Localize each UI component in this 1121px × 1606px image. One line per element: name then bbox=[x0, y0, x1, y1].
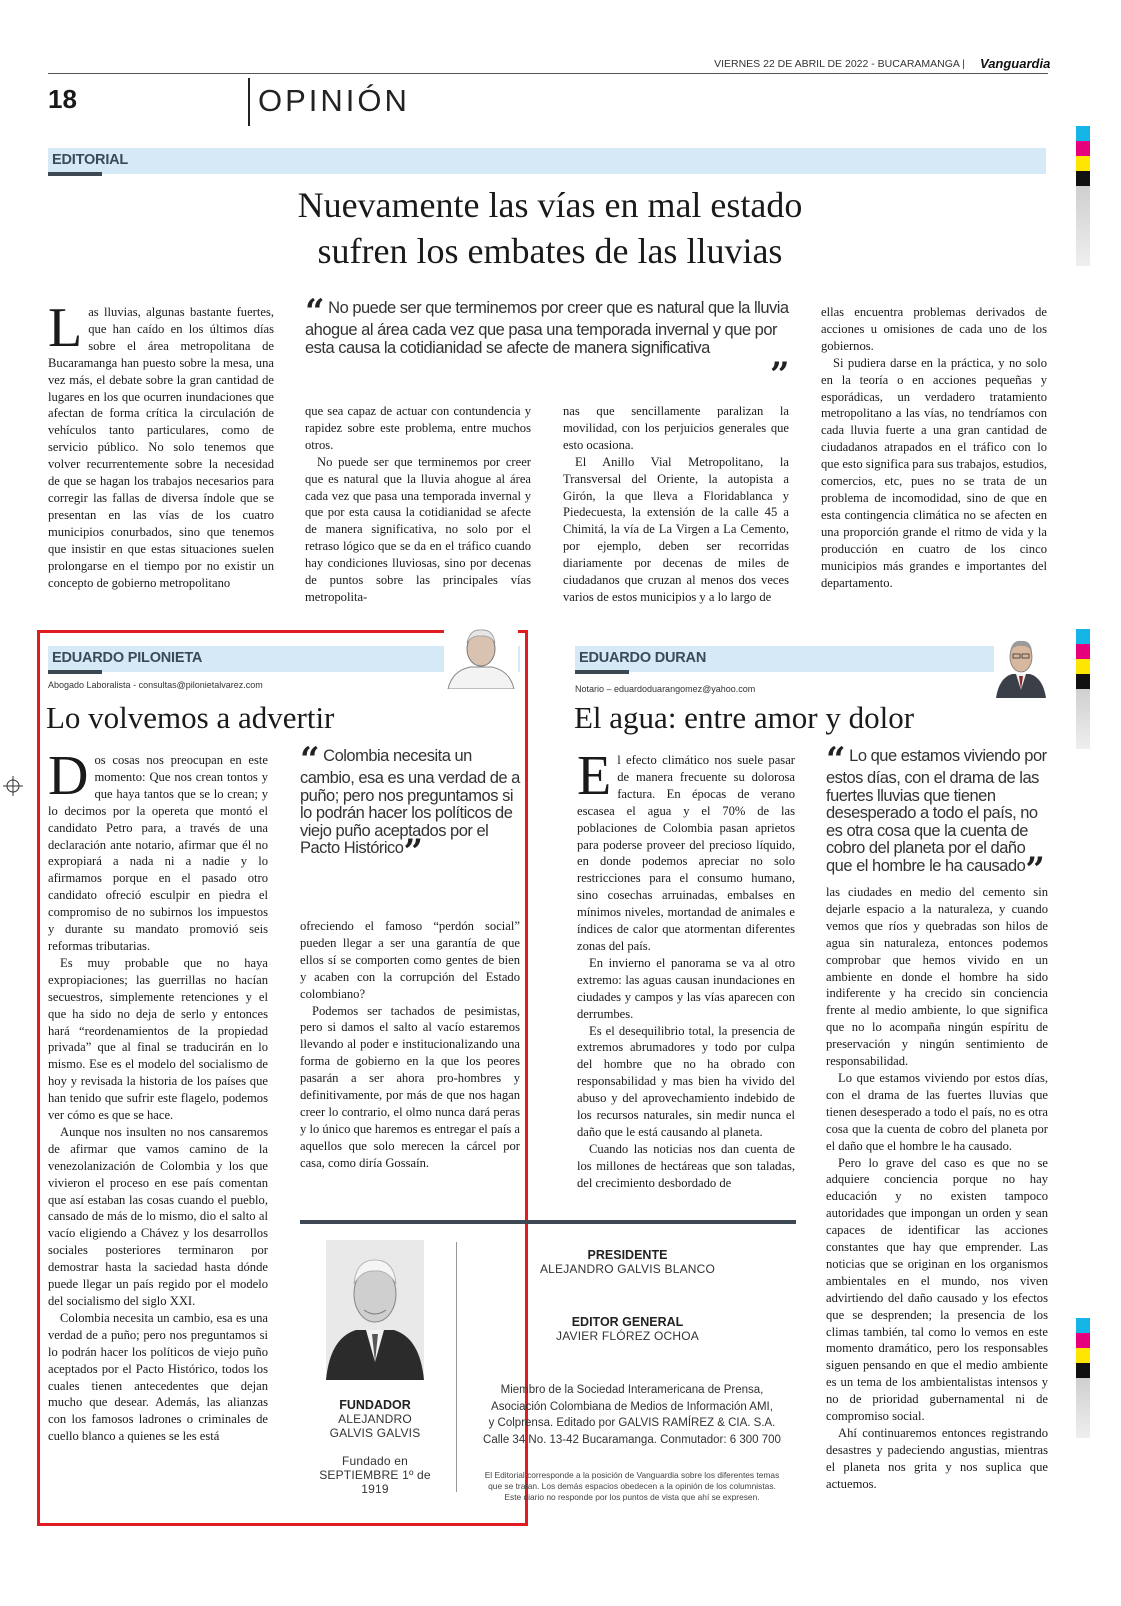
editor-block bbox=[520, 1315, 735, 1343]
close-quote-icon: ” bbox=[769, 355, 789, 395]
membership-line-3: y Colprensa. Editado por GALVIS RAMÍREZ & CIA. S.A. bbox=[488, 1417, 776, 1429]
pilonieta-col1-p1: os cosas nos preocupan en este momento: Que nos crean tontos y que haya tantos que se lo crean; y lo decimos por la opereta que montó el candidato Petro para, a través de una declaración ante notario, afirmar que él no expropiará a nada ni a nadie y lo afirmamos porque en el pasado otro candidato ofreció esculpir en piedra el compromiso de no subirnos los impuestos y durante su mandato promovió seis reformas tributarias. bbox=[48, 753, 268, 953]
pilonieta-col2-p2: Podemos ser tachados de pesimistas, pero si damos el salto al vacío estaremos llevando al poder e institucionalizando una forma de gobierno en la que los peores pasarán a ser ahora pro-hombres y definitivamente, por más de que nos hagan creer lo contrario, el olmo nunca dará peras y lo único que haremos es entregar el país a aquellos que solo merecen la cárcel por casa, como diría Gossaín. bbox=[300, 1003, 520, 1170]
editorial-label-underline bbox=[48, 172, 102, 176]
membership-block bbox=[462, 1382, 802, 1448]
dropcap: L bbox=[48, 297, 83, 359]
founder-name-2: GALVIS GALVIS bbox=[329, 1426, 421, 1440]
pilonieta-col1-p2: Es muy probable que no haya expropiaciones; las guerrillas no hacían secuestros, simplemente retenciones y el que ha sido no deja de serlo y entonces hará “reordenamientos de la propiedad privada” que al final se traducirán en lo mismo. Ese es el modelo del socialismo de hoy y revisada la historia de los países que han tenido que sufrir este flagelo, podemos ver cómo es que se hace. bbox=[48, 955, 268, 1123]
pilonieta-pull-quote-text: Colombia necesita un cambio, esa es una verdad de a puño; pero nos preguntamos si lo podrán hacer los políticos de viejo puño aceptados por el Pacto Histórico bbox=[300, 747, 520, 857]
open-quote-icon: “ bbox=[826, 740, 846, 780]
duran-col2-p2: Lo que estamos viviendo por estos días, con el drama de las fuertes lluvias que tienen desesperado a todo el país, no es otra cosa que la cuenta de cobro del planeta por el daño que el hombre le ha causado. bbox=[826, 1070, 1048, 1153]
pilonieta-byline: Abogado Laboralista - consultas@pilonietalvarez.com bbox=[48, 680, 263, 690]
president-name: ALEJANDRO GALVIS BLANCO bbox=[539, 1262, 716, 1276]
editorial-col2-p2: No puede ser que terminemos por creer que es natural que la lluvia ahogue al área cada vez que pasa una temporada invernal y que por esta causa la cotidianidad se afecte de manera significativa, no solo por el retraso lógico que se da en el tráfico cuando hay condiciones lluviosas, sino por decenas de puntos sobre las principales vías metropolita- bbox=[305, 454, 531, 604]
pilonieta-col2-p1: ofreciendo el famoso “perdón social” pueden llegar a ser una garantía de que ellos sí se comporten como gentes de bien y acaben con la corrupción del Estado colombiano? bbox=[300, 919, 520, 1001]
duran-pull-quote-text: Lo que estamos viviendo por estos días, con el drama de las fuertes lluvias que tienen desesperado a todo el país, no es otra cosa que la cuenta de cobro del planeta por el daño que el hombre le ha causado bbox=[826, 747, 1047, 875]
editorial-col1-text: as lluvias, algunas bastante fuertes, que han caído en los últimos días sobre el área metropolitana de Bucaramanga han puesto sobre la mesa, una vez más, el debate sobre la gran cantidad de lugares en los que ocurren inundaciones que afectan de forma crítica la circulación de vehículos tanto particulares, como de servicio público. No solo tenemos que volver recurrentemente sobre la necesidad de que se hagan los trabajos necesarios para corregir las fallas de diversa índole que se presentan en las vías de los cuatro municipios conurbados, sino que tenemos que insistir en que estas situaciones suelen prolongarse en el tiempo por no existir un concepto de gobierno metropolitano bbox=[48, 305, 274, 590]
duran-label-underline bbox=[575, 670, 629, 674]
duran-col2-p1: las ciudades en medio del cemento sin dejarle espacio a la naturaleza, y cuando vemos que ríos y quebradas son hilos de agua sin naturaleza, entonces podemos comprobar que hemos vivido en un ambiente en donde el hombre ha sido indiferente y ha crecido sin conciencia frente al medio ambiente, lo que significa que no lo acompaña ningún espíritu de preservación y ningún sentimiento de responsabilidad. bbox=[826, 885, 1048, 1069]
founder-label: FUNDADOR bbox=[339, 1398, 411, 1412]
editor-label: EDITOR GENERAL bbox=[571, 1315, 684, 1329]
duran-col2-p4: Ahí continuaremos entonces registrando desastres y padeciendo angustias, mientras el planeta nos grita y nos suplica que actuemos. bbox=[826, 1426, 1048, 1491]
page-number: 18 bbox=[48, 84, 77, 114]
president-label: PRESIDENTE bbox=[587, 1248, 668, 1262]
editor-name: JAVIER FLÓREZ OCHOA bbox=[556, 1329, 699, 1343]
pilonieta-pull-quote bbox=[300, 740, 520, 872]
founded-text-1: Fundado en bbox=[341, 1454, 409, 1468]
editorial-col3-p1: nas que sencillamente paralizan la movilidad, con los perjuicios generales que esto ocasiona. bbox=[563, 404, 789, 452]
founder-block bbox=[310, 1398, 440, 1496]
dropcap-d: D bbox=[48, 745, 89, 807]
founder-name-1: ALEJANDRO bbox=[338, 1412, 412, 1426]
editorial-column-1 bbox=[48, 297, 274, 591]
founder-photo bbox=[326, 1240, 424, 1380]
duran-col1-p2: En invierno el panorama se va al otro extremo: las aguas causan inundaciones en ciudades y campos y las vías aparecen con derrumbes. bbox=[577, 955, 795, 1021]
pilonieta-col1-p4: Colombia necesita un cambio, esa es una verdad de a puño; pero nos preguntamos si lo podrán hacer los políticos de viejo puño aceptados por el Pacto Histórico, todos los cuales tienen antecedentes que dejan mucho que desear. Además, las alianzas con los famosos ladrones o criminales de cuello blanco a quienes se les está bbox=[48, 1310, 268, 1444]
editorial-col3-p2: El Anillo Vial Metropolitano, la Transversal del Oriente, la autopista a Girón, la que lleva a Floridablanca y Piedecuesta, la extensión de la calle 45 a Chimitá, la vía de La Virgen a La Cemento, por ejemplo, deben ser recorridas diariamente por decenas de miles de ciudadanos que cruzan al menos dos veces varios de estos municipios y a lo largo de bbox=[563, 454, 789, 604]
editorial-pull-quote bbox=[305, 292, 789, 395]
editorial-col4-p2: Si pudiera darse en la práctica, y no solo en la teoría o en acciones pequeñas y esporádicas, un verdadero tratamiento metropolitano a las vías, no tendríamos con cada lluvia fuerte a una gran cantidad de ciudadanos atrapados en el tráfico con lo que esto significa para sus trabajos, estudios, comercios, etc, pues no se trata de un problema de incomodidad, sino de que en esta contingencia climática no se afecten en una proporción grande el ritmo de vida y la producción en cuatro de los cinco municipios más grandes e importantes del departamento. bbox=[821, 355, 1047, 590]
close-quote-icon: ” bbox=[403, 832, 423, 872]
editorial-col4-p1: ellas encuentra problemas derivados de acciones u omisiones de cada uno de los gobiernos. bbox=[821, 305, 1047, 353]
editorial-headline bbox=[150, 182, 950, 274]
pilonieta-title: Lo volvemos a advertir bbox=[46, 700, 335, 735]
duran-pull-quote bbox=[826, 740, 1048, 890]
dropcap-e: E bbox=[577, 745, 612, 807]
close-quote-icon: ” bbox=[1025, 849, 1045, 890]
editorial-column-3 bbox=[563, 403, 789, 606]
pilonieta-column-1 bbox=[48, 745, 268, 1445]
editorial-label: EDITORIAL bbox=[52, 152, 129, 168]
duran-col1-p1: l efecto climático nos suele pasar de manera frecuente su dolorosa factura. En épocas de verano escasea el agua y el 70% de las poblaciones de Colombia pasan aprietos para poderse proveer del precioso líquido, en donde podemos apreciar no solo restricciones para el consumo humano, sino cosechas arruinadas, embalses en mínimos niveles, mortandad de animales e índices de calor que atormentan diferentes zonas del país. bbox=[577, 753, 795, 953]
duran-col1-p3: Es el desequilibrio total, la presencia de extremos abrumadores y todo por culpa del hombre que no ha obrado con responsabilidad y mas bien ha vivido del abuso y del aprovechamiento indebido de los recursos naturales, sin medir nunca el daño que le está causando al planeta. bbox=[577, 1023, 795, 1139]
founded-text-2: SEPTIEMBRE 1º de 1919 bbox=[319, 1468, 431, 1496]
membership-line-2: Asociación Colombiana de Medios de Información AMI, bbox=[491, 1400, 773, 1413]
open-quote-icon: “ bbox=[305, 292, 325, 332]
section-divider bbox=[248, 78, 250, 126]
section-title: OPINIÓN bbox=[258, 83, 410, 118]
brand-logo: Vanguardia bbox=[980, 56, 1051, 71]
membership-line-1: Miembro de la Sociedad Interamericana de Prensa, bbox=[500, 1384, 764, 1396]
editorial-pull-quote-text: No puede ser que terminemos por creer que es natural que la lluvia ahogue al área cada vez que pasa una temporada invernal y que por esta causa la cotidianidad se afecte de manera significativa bbox=[305, 299, 789, 357]
disclaimer-line-1: El Editorial corresponde a la posición de Vanguardia sobre los diferentes temas bbox=[484, 1470, 780, 1480]
pilonieta-column-2 bbox=[300, 918, 520, 1172]
editorial-column-2 bbox=[305, 403, 531, 606]
crosshair-mark-icon bbox=[3, 776, 23, 801]
pilonieta-author: EDUARDO PILONIETA bbox=[52, 650, 203, 666]
masthead-rule bbox=[300, 1220, 796, 1224]
disclaimer-block bbox=[462, 1470, 802, 1503]
registration-marks-middle bbox=[1076, 629, 1090, 749]
header-rule bbox=[48, 73, 1048, 74]
author-photo-pilonieta bbox=[444, 627, 518, 689]
editorial-headline-line-1: Nuevamente las vías en mal estado bbox=[297, 185, 803, 225]
dateline: VIERNES 22 DE ABRIL DE 2022 - BUCARAMANGA | bbox=[714, 58, 965, 70]
pilonieta-col1-p3: Aunque nos insulten no nos cansaremos de afirmar que vamos camino de la venezolanización de Colombia y los que vivieron el proceso en ese país comentan que así estaban las cosas cuando el pueblo, cansado de más de lo mismo, dio el salto al vacío eligiendo a Chávez y los desarrollos sociales posteriores terminaron por demostrar hasta la saciedad hasta dónde puede llegar un país regido por el modelo del socialismo del siglo XXI. bbox=[48, 1124, 268, 1308]
masthead-vertical-rule bbox=[456, 1242, 457, 1492]
duran-col1-p4: Cuando las noticias nos dan cuenta de los millones de hectáreas que son taladas, del crecimiento desbordado de bbox=[577, 1141, 795, 1190]
duran-col2-p3: Pero lo grave del caso es que no se adquiere conciencia porque no hay educación y no existen tampoco autoridades que impongan un orden y sean capaces de identificar las acciones constantes que hay que emprender. Las noticias que se originan en los organismos ambientales en el mundo, nos viven advirtiendo del daño causado y los efectos que se desprenden; la presencia de los climas también, tal como lo vemos en este momento dramático, pero los responsables siguen pensando en que el medio ambiente es un tema de los ambientalistas intensos y no de prioridad gubernamental ni de compromiso social. bbox=[826, 1155, 1048, 1424]
editorial-label-bar bbox=[48, 148, 1046, 174]
duran-column-1 bbox=[577, 745, 795, 1192]
author-photo-duran bbox=[994, 632, 1048, 698]
registration-marks-bottom bbox=[1076, 1318, 1090, 1438]
disclaimer-line-3: Este diario no responde por los puntos de vista que ahí se expresen. bbox=[504, 1492, 760, 1502]
duran-byline: Notario – eduardoduarangomez@yahoo.com bbox=[575, 684, 756, 694]
membership-line-4: Calle 34 No. 13-42 Bucaramanga. Conmutador: 6 300 700 bbox=[483, 1433, 781, 1446]
open-quote-icon: “ bbox=[300, 740, 320, 780]
registration-marks-top bbox=[1076, 126, 1090, 266]
editorial-col2-p1: que sea capaz de actuar con contundencia y rapidez sobre este problema, entre muchos otros. bbox=[305, 404, 531, 452]
editorial-column-4 bbox=[821, 304, 1047, 591]
pilonieta-label-underline bbox=[48, 670, 102, 674]
president-block bbox=[520, 1248, 735, 1276]
disclaimer-line-2: que se tratan. Los demás espacios obedecen a la opinión de los columnistas. bbox=[488, 1481, 776, 1491]
duran-column-2 bbox=[826, 884, 1048, 1493]
duran-title: El agua: entre amor y dolor bbox=[574, 700, 915, 735]
duran-author: EDUARDO DURAN bbox=[579, 650, 707, 666]
editorial-headline-line-2: sufren los embates de las lluvias bbox=[317, 231, 783, 271]
